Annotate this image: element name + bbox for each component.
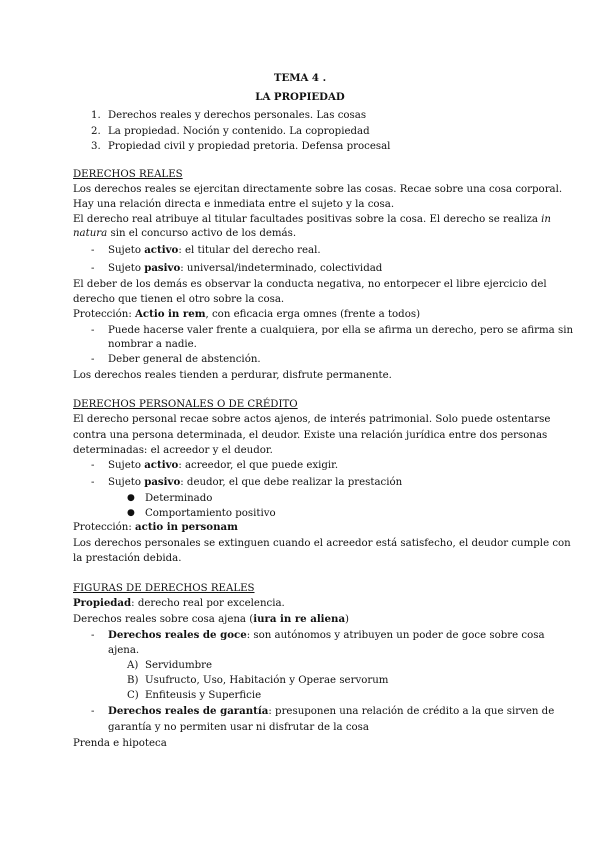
- section-heading-derechos-personales: DERECHOS PERSONALES O DE CRÉDITO: [73, 399, 298, 410]
- bold-run: Derechos reales de garantía: [108, 705, 269, 717]
- index-num: 2.: [91, 126, 101, 137]
- dash-bullet: -: [91, 354, 95, 365]
- letter-item: Enfiteusis y Superficie: [145, 690, 262, 701]
- section-heading-figuras: FIGURAS DE DERECHOS REALES: [73, 583, 255, 594]
- bold-run: iura in re aliena: [253, 613, 346, 625]
- index-item: Propiedad civil y propiedad pretoria. Defensa procesal: [108, 141, 391, 152]
- text-run: Sujeto: [108, 263, 145, 274]
- text-run: , con eficacia erga omnes (frente a todos): [205, 309, 421, 320]
- dash-bullet: -: [91, 706, 95, 717]
- dash-bullet: -: [91, 325, 95, 336]
- bold-run: actio in personam: [135, 521, 238, 533]
- bold-run: Propiedad: [73, 597, 132, 609]
- section-heading-derechos-reales: DERECHOS REALES: [73, 169, 183, 180]
- dash-bullet: -: [91, 263, 95, 274]
- bold-run: Actio in rem: [135, 308, 206, 320]
- letter-marker: A): [127, 660, 139, 671]
- text-run: El derecho real atribuye al titular facultades positivas sobre la cosa. El derecho se realiza: [73, 214, 538, 225]
- text-run: : derecho real por excelencia.: [131, 598, 285, 609]
- text-run: sin el concurso activo de los demás.: [110, 228, 297, 239]
- bullet-text: Deber general de abstención.: [108, 354, 261, 365]
- propiedad-line: [73, 597, 285, 610]
- bullet-sujeto-activo: [108, 244, 321, 257]
- bullet-text: Puede hacerse valer frente a cualquiera, por ella se afirma un derecho, pero se afirma sin: [108, 325, 574, 336]
- paragraph: Prenda e hipoteca: [73, 738, 167, 749]
- text-run: : acreedor, el que puede exigir.: [178, 460, 339, 471]
- dot-bullet: ●: [127, 493, 135, 503]
- italic-run: natura: [73, 228, 108, 239]
- bullet-text: ajena.: [108, 645, 140, 656]
- proteccion-line: [73, 521, 238, 534]
- bullet-sujeto-pasivo: [108, 476, 402, 489]
- letter-marker: C): [127, 690, 139, 701]
- dash-bullet: -: [91, 460, 95, 471]
- text-run: ): [345, 614, 350, 625]
- text-run: : universal/indeterminado, colectividad: [180, 263, 383, 274]
- bold-run: Derechos reales de goce: [108, 629, 247, 641]
- text-run: : el titular del derecho real.: [178, 245, 321, 256]
- text-run: : deudor, el que debe realizar la prestación: [180, 477, 403, 488]
- text-run: Sujeto: [108, 460, 145, 471]
- paragraph: El deber de los demás es observar la conducta negativa, no entorpecer el libre ejercicio del: [73, 279, 547, 290]
- paragraph: [73, 227, 296, 240]
- paragraph: derecho que tienen el otro sobre la cosa.: [73, 294, 285, 305]
- bullet-sujeto-pasivo: [108, 262, 382, 275]
- bullet-sujeto-activo: [108, 459, 338, 472]
- text-run: : son autónomos y atribuyen un poder de goce sobre cosa: [246, 630, 545, 641]
- doc-title: TEMA 4 .: [273, 72, 327, 84]
- bold-run: activo: [144, 244, 179, 256]
- proteccion-line: [73, 308, 420, 321]
- dash-bullet: -: [91, 630, 95, 641]
- index-num: 1.: [91, 110, 101, 121]
- paragraph: [73, 213, 551, 226]
- text-run: : presuponen una relación de crédito a la que sirven de: [268, 706, 555, 717]
- dash-bullet: -: [91, 245, 95, 256]
- dash-bullet: -: [91, 477, 95, 488]
- letter-item: Servidumbre: [145, 660, 213, 671]
- bold-run: pasivo: [144, 262, 181, 274]
- paragraph: contra una persona determinada, el deudor. Existe una relación jurídica entre dos personas: [73, 430, 548, 441]
- text-run: Sujeto: [108, 477, 145, 488]
- letter-marker: B): [127, 675, 139, 686]
- sub-bullet-text: Comportamiento positivo: [145, 508, 276, 519]
- text-run: Sujeto: [108, 245, 145, 256]
- doc-subtitle: LA PROPIEDAD: [255, 91, 345, 103]
- bullet-garantia: [108, 705, 554, 718]
- sub-bullet-text: Determinado: [145, 493, 213, 504]
- paragraph: la prestación debida.: [73, 553, 182, 564]
- letter-item: Usufructo, Uso, Habitación y Operae servorum: [145, 675, 389, 686]
- text-run: Derechos reales sobre cosa ajena (: [73, 614, 254, 625]
- text-run: Protección:: [73, 522, 136, 533]
- paragraph: El derecho personal recae sobre actos ajenos, de interés patrimonial. Solo puede ostentarse: [73, 414, 551, 425]
- cosa-ajena-line: [73, 613, 349, 626]
- index-item: La propiedad. Noción y contenido. La copropiedad: [108, 126, 370, 137]
- bullet-text: garantía y no permiten usar ni disfrutar de la cosa: [108, 722, 369, 733]
- text-run: Protección:: [73, 309, 136, 320]
- paragraph: Los derechos reales tienden a perdurar, disfrute permanente.: [73, 370, 392, 381]
- index-item: Derechos reales y derechos personales. Las cosas: [108, 110, 367, 121]
- paragraph: Los derechos reales se ejercitan directamente sobre las cosas. Recae sobre una cosa corporal.: [73, 184, 563, 195]
- paragraph: determinadas: el acreedor y el deudor.: [73, 445, 273, 456]
- dot-bullet: ●: [127, 508, 135, 518]
- bullet-goce: [108, 629, 545, 642]
- index-num: 3.: [91, 141, 101, 152]
- italic-run: in: [541, 214, 551, 225]
- bold-run: pasivo: [144, 476, 181, 488]
- bullet-text: nombrar a nadie.: [108, 339, 197, 350]
- bold-run: activo: [144, 459, 179, 471]
- paragraph: Los derechos personales se extinguen cuando el acreedor está satisfecho, el deudor cumple con: [73, 538, 571, 549]
- paragraph: Hay una relación directa e inmediata entre el sujeto y la cosa.: [73, 199, 395, 210]
